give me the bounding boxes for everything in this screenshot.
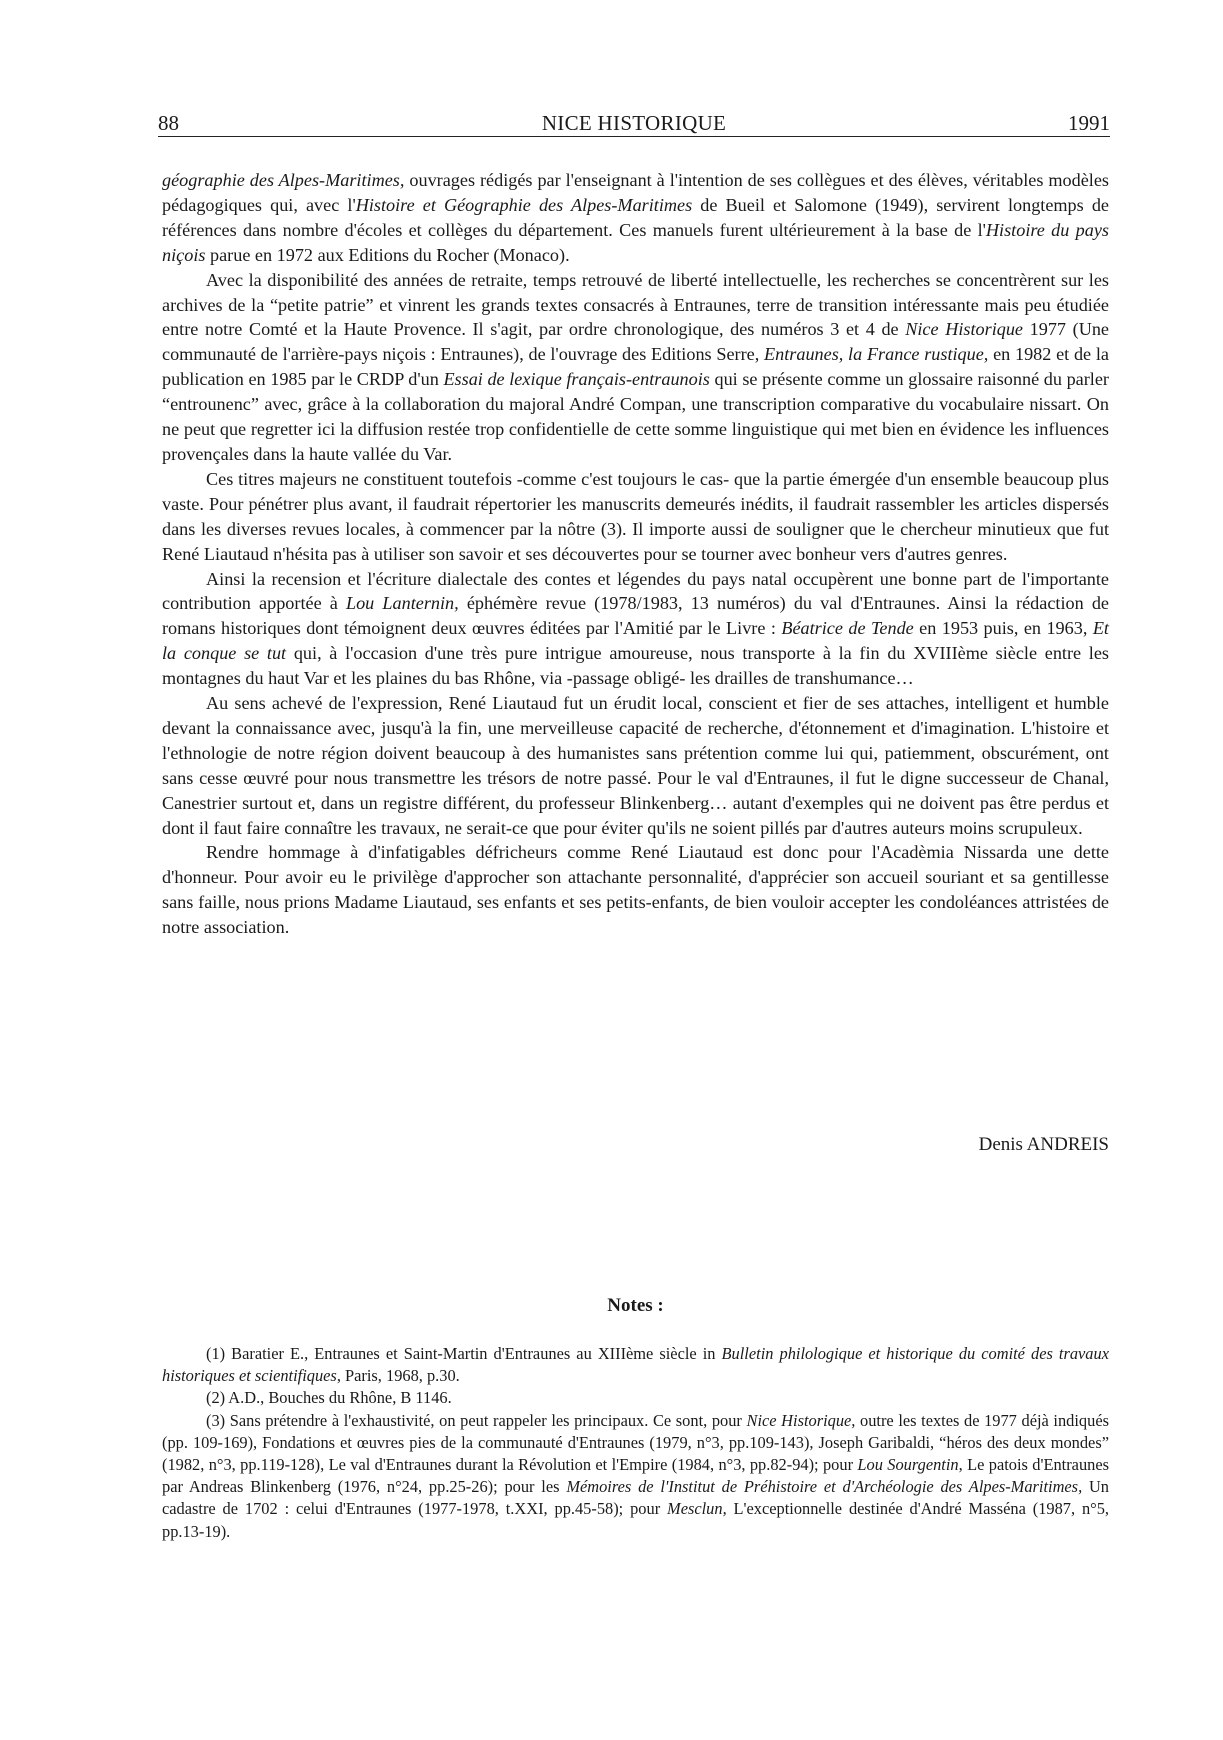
text-run: Un cadastre de 1702 : celui d'Entraunes (1977-1978, t.XXI, pp.45-58); pour bbox=[162, 1477, 1110, 1519]
italic-text: Nice Historique bbox=[905, 319, 1024, 340]
paragraph bbox=[162, 691, 1109, 840]
italic-text: Entraunes, la France rustique, bbox=[764, 344, 989, 365]
italic-text: géographie des Alpes-Maritimes, bbox=[162, 170, 405, 190]
text-run: (3) Sans prétendre à l'exhaustivité, on peut rappeler les principaux. Ce sont, pour bbox=[206, 1410, 747, 1430]
italic-text: Lou Lanternin, bbox=[345, 593, 459, 614]
text-run: Rendre hommage à d'infatigables défricheurs comme René Liautaud est donc pour l'Acadèmia Nissarda une dette d'honneur. Pour avoir eu le privilège d'approcher son attachante personnalité, d'apprécier son accueil souriant et sa gentillesse sans faille, nous prions Madame Liautaud, ses enfants et ses petits-enfants, de bien vouloir accepter les condoléances attristées de notre association. bbox=[162, 842, 1109, 938]
text-run: Au sens achevé de l'expression, René Liautaud fut un érudit local, conscient et fier de ses attaches, intelligent et humble devant la connaissance avec, jusqu'à la fin, une merveilleuse capacité de recherche, d'étonnement et d'imagination. L'histoire et l'ethnologie de notre région doivent beaucoup à des humanistes sans prétention comme lui qui, patiemment, obscurément, ont sans cesse œuvré pour nous transmettre les trésors de notre passé. Pour le val d'Entraunes, il fut le digne successeur de Chanal, Canestrier surtout et, dans un registre différent, du professeur Blinkenberg… autant d'exemples qui ne doivent pas être perdus et dont il faut faire connaître les travaux, ne serait-ce que pour éviter qu'ils ne soient pillés par d'autres auteurs moins scrupuleux. bbox=[162, 693, 1109, 838]
text-run: qui se présente comme un glossaire raisonné du parler “entrounenc” avec, grâce à la collaboration du majoral André Compan, une transcription comparative du vocabulaire nissart. On ne peut que regretter ici la diffusion restée trop confidentielle de cette somme linguistique qui met bien en évidence les influences provençales dans la haute vallée du Var. bbox=[162, 369, 1109, 464]
text-run: Ces titres majeurs ne constituent toutefois -comme c'est toujours le cas- que la partie émergée d'un ensemble beaucoup plus vaste. Pour pénétrer plus avant, il faudrait répertorier les manuscrits demeurés inédits, il faudrait rassembler les articles dispersés dans les diverses revues locales, à commencer par la nôtre (3). Il importe aussi de souligner que le chercheur minutieux que fut René Liautaud n'hésita pas à utiliser son savoir et ses découvertes pour se tourner avec bonheur vers d'autres genres. bbox=[162, 468, 1109, 564]
page-number: 88 bbox=[158, 111, 179, 135]
italic-text: Histoire et Géographie des Alpes-Maritimes bbox=[355, 194, 693, 215]
journal-title: NICE HISTORIQUE bbox=[541, 111, 727, 135]
text-run: (2) A.D., Bouches du Rhône, B 1146. bbox=[206, 1388, 452, 1408]
text-run: , Paris, 1968, p.30. bbox=[336, 1366, 460, 1386]
italic-text: Essai de lexique français-entraunois bbox=[443, 369, 710, 390]
text-run: , Le patois d'Entraunes par Andreas Blinkenberg (1976, n°24, pp.25-26); pour les bbox=[162, 1455, 1109, 1497]
italic-text: Nice Historique, bbox=[746, 1410, 856, 1430]
text-run: Ainsi la recension et l'écriture dialectale des contes et légendes du pays natal occupèrent une bonne part de l'importante contribution apportée à bbox=[162, 568, 1109, 614]
footnote bbox=[162, 1410, 1109, 1543]
text-run: éphémère revue (1978/1983, 13 numéros) du val d'Entraunes. Ainsi la rédaction de romans historiques dont témoignent deux œuvres éditées par l'Amitié par le Livre : bbox=[162, 593, 1109, 639]
paragraph bbox=[162, 268, 1109, 467]
italic-text: Mémoires de l'Institut de Préhistoire et d'Archéologie des Alpes-Maritimes, bbox=[566, 1477, 1083, 1497]
footnotes bbox=[162, 1343, 1109, 1543]
article-body bbox=[162, 168, 1109, 940]
italic-text: Béatrice de Tende bbox=[781, 618, 914, 639]
paragraph bbox=[162, 567, 1109, 692]
text-run: parue en 1972 aux Editions du Rocher (Monaco). bbox=[205, 244, 570, 265]
italic-text: Et la conque se tut bbox=[162, 618, 1109, 664]
footnote bbox=[162, 1343, 1109, 1387]
paragraph bbox=[162, 840, 1109, 940]
text-run: outre les textes de 1977 déjà indiqués (pp. 109-169), Fondations et œuvres pies de la communauté d'Entraunes (1979, n°3, pp.109-143), Joseph Garibaldi, “héros des deux mondes” (1982, n°3, pp.119-128), Le val d'Entraunes durant la Révolution et l'Empire (1984, n°3, pp.82-94); pour bbox=[162, 1410, 1109, 1475]
running-header bbox=[158, 108, 1110, 137]
text-run: (1) Baratier E., Entraunes et Saint-Martin d'Entraunes au XIIIème siècle in bbox=[206, 1344, 722, 1363]
paragraph bbox=[162, 168, 1109, 268]
text-run: Avec la disponibilité des années de retraite, temps retrouvé de liberté intellectuelle, les recherches se concentrèrent sur les archives de la “petite patrie” et vinrent les grands textes consacrés à Entraunes, terre de transition intéressante mais peu étudiée entre notre Comté et la Haute Provence. Il s'agit, par ordre chronologique, des numéros 3 et 4 de bbox=[162, 269, 1109, 340]
italic-text: Histoire du pays niçois bbox=[162, 219, 1109, 265]
text-run: de Bueil et Salomone (1949), servirent longtemps de références dans nombre d'écoles et collèges du département. Ces manuels furent ultérieurement à la base de l' bbox=[162, 194, 1109, 240]
footnote bbox=[162, 1387, 1109, 1409]
text-run: qui, à l'occasion d'une très pure intrigue amoureuse, nous transporte à la fin du XVIIIème siècle entre les montagnes du haut Var et les plaines du bas Rhône, via -passage obligé- les drailles de transhumance… bbox=[162, 643, 1109, 689]
italic-text: Lou Sourgentin bbox=[857, 1455, 959, 1475]
text-run: en 1953 puis, en 1963, bbox=[913, 618, 1093, 639]
text-run: L'exceptionnelle destinée d'André Masséna (1987, n°5, pp.13-19). bbox=[162, 1499, 1110, 1541]
paragraph bbox=[162, 467, 1109, 567]
notes-heading: Notes : bbox=[607, 1295, 664, 1316]
author-signature: Denis ANDREIS bbox=[978, 1134, 1109, 1155]
text-run: ouvrages rédigés par l'enseignant à l'intention de ses collègues et des élèves, véritables modèles pédagogiques qui, avec l' bbox=[162, 170, 1110, 215]
italic-text: Bulletin philologique et historique du comité des travaux historiques et scientifiques bbox=[162, 1344, 1109, 1386]
text-run: en 1982 et de la publication en 1985 par le CRDP d'un bbox=[162, 344, 1109, 390]
publication-year: 1991 bbox=[1068, 111, 1110, 135]
text-run: 1977 (Une communauté de l'arrière-pays niçois : Entraunes), de l'ouvrage des Editions Serre, bbox=[162, 319, 1110, 365]
italic-text: Mesclun, bbox=[667, 1499, 727, 1519]
